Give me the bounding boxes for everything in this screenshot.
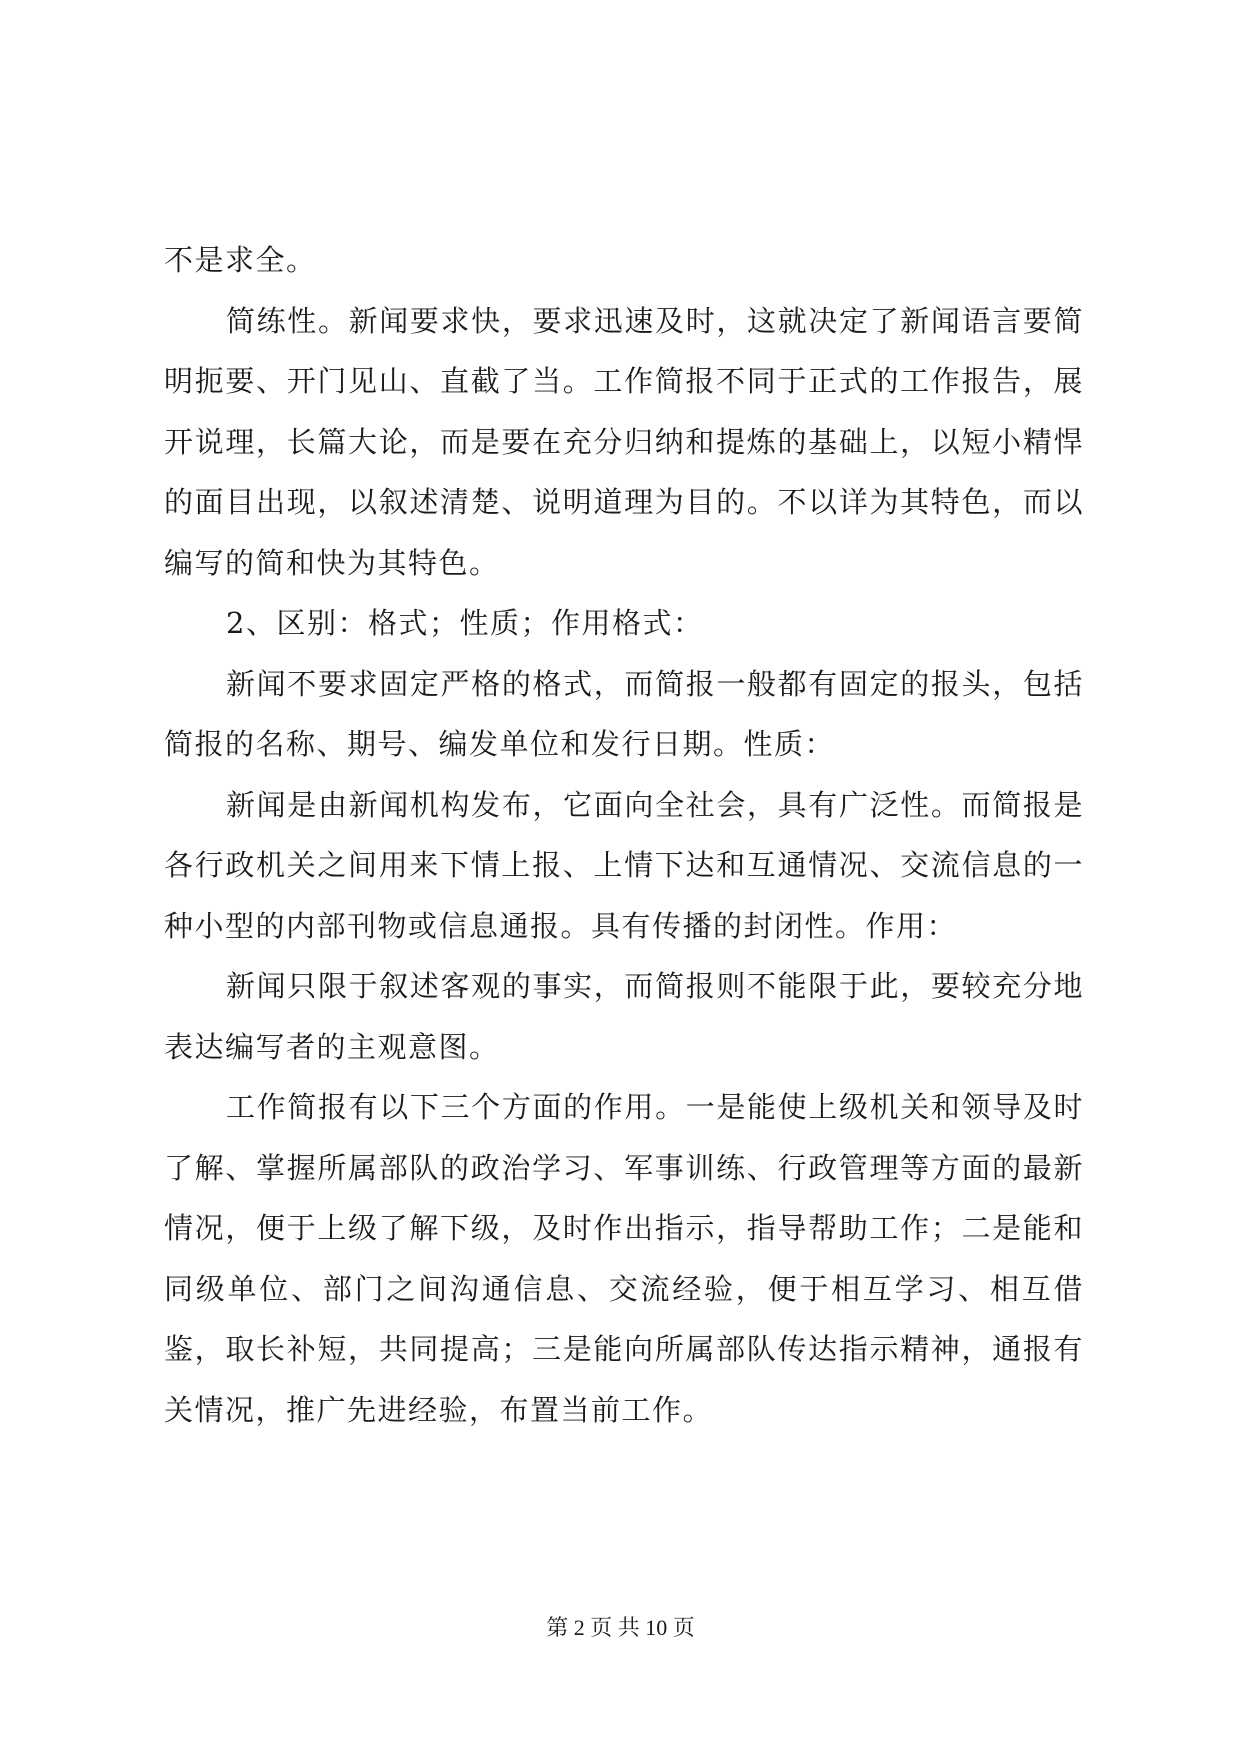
page-number-label: 第 2 页 共 10 页 <box>546 1615 695 1640</box>
paragraph-4: 新闻不要求固定严格的格式，而简报一般都有固定的报头，包括简报的名称、期号、编发单位和发行日期。性质： <box>164 666 1084 761</box>
page-footer <box>0 1614 1241 1642</box>
document-body <box>164 230 1084 1440</box>
paragraph-2: 简练性。新闻要求快，要求迅速及时，这就决定了新闻语言要简明扼要、开门见山、直截了当。工作简报不同于正式的工作报告，展开说理，长篇大论，而是要在充分归纳和提炼的基础上，以短小精悍的面目出现，以叙述清楚、说明道理为目的。不以详为其特色，而以编写的简和快为其特色。 <box>164 303 1084 580</box>
paragraph-6: 新闻只限于叙述客观的事实，而简报则不能限于此，要较充分地表达编写者的主观意图。 <box>164 969 1084 1064</box>
paragraph-1: 不是求全。 <box>164 243 317 277</box>
paragraph-3: 2、区别：格式；性质；作用格式： <box>226 606 704 640</box>
paragraph-5: 新闻是由新闻机构发布，它面向全社会，具有广泛性。而简报是各行政机关之间用来下情上报、上情下达和互通情况、交流信息的一种小型的内部刊物或信息通报。具有传播的封闭性。作用： <box>164 787 1084 943</box>
paragraph-7: 工作简报有以下三个方面的作用。一是能使上级机关和领导及时了解、掌握所属部队的政治学习、军事训练、行政管理等方面的最新情况，便于上级了解下级，及时作出指示，指导帮助工作；二是能和同级单位、部门之间沟通信息、交流经验，便于相互学习、相互借鉴，取长补短，共同提高；三是能向所属部队传达指示精神，通报有关情况，推广先进经验，布置当前工作。 <box>164 1090 1084 1427</box>
